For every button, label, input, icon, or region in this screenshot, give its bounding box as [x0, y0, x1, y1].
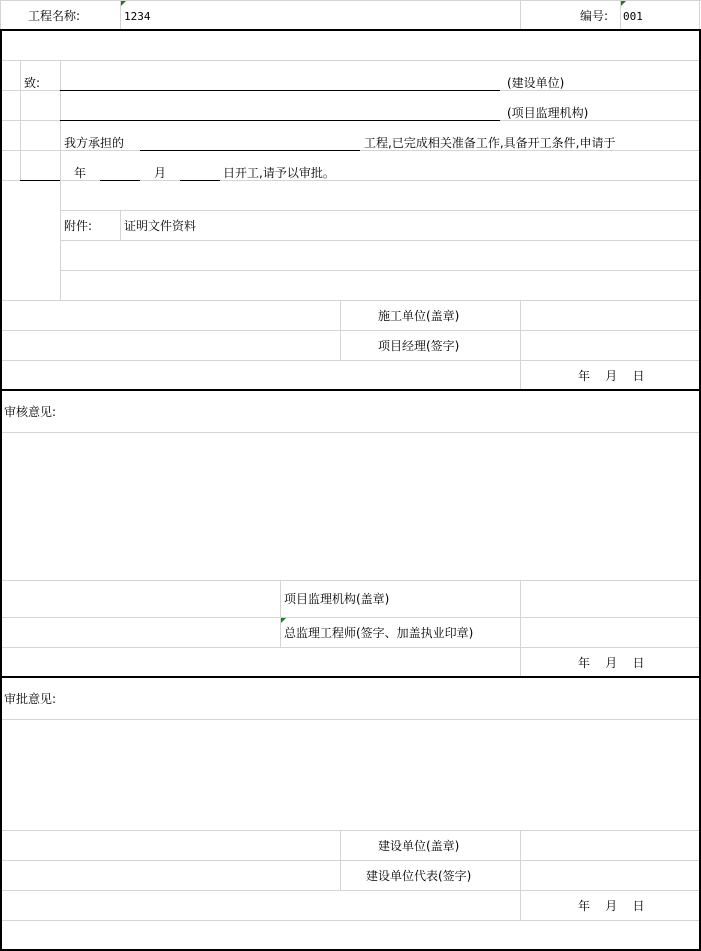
- contractor-unit-seal-field[interactable]: [521, 301, 699, 330]
- contractor-date[interactable]: 年 月 日: [578, 369, 645, 383]
- approval-date[interactable]: 年 月 日: [578, 899, 645, 913]
- cell-comment-marker: [281, 618, 286, 623]
- to-label: 致:: [24, 76, 41, 90]
- attachment-value[interactable]: 证明文件资料: [124, 219, 197, 233]
- number-field[interactable]: 001: [623, 10, 643, 23]
- project-name-label: 工程名称:: [28, 9, 81, 23]
- project-manager-sign-field[interactable]: [521, 331, 699, 360]
- project-manager-sign-label: 项目经理(签字): [378, 339, 460, 353]
- owner-unit-seal-label: 建设单位(盖章): [378, 839, 460, 853]
- project-name-field[interactable]: 1234: [124, 10, 151, 23]
- ready-text: 工程,已完成相关准备工作,具备开工条件,申请于: [364, 136, 616, 150]
- supervision-org-field[interactable]: [60, 120, 500, 121]
- day-start-text: 日开工,请予以审批。: [223, 166, 335, 180]
- supervision-org-suffix: (项目监理机构): [507, 106, 589, 120]
- supervision-org-seal-field[interactable]: [521, 581, 699, 617]
- chief-engineer-sign-label: 总监理工程师(签字、加盖执业印章): [284, 626, 474, 640]
- year-label: 年: [74, 166, 87, 180]
- owner-rep-sign-field[interactable]: [521, 861, 699, 890]
- approval-label: 审批意见:: [4, 692, 57, 706]
- we-undertake-text: 我方承担的: [64, 136, 125, 150]
- cell-comment-marker: [121, 1, 126, 6]
- owner-unit-seal-field[interactable]: [521, 831, 699, 860]
- cell-comment-marker: [621, 1, 626, 6]
- review-opinion-area[interactable]: [2, 433, 699, 579]
- chief-engineer-sign-field[interactable]: [521, 618, 699, 647]
- owner-rep-sign-label: 建设单位代表(签字): [366, 869, 472, 883]
- month-field[interactable]: [100, 180, 140, 181]
- attachment-label: 附件:: [64, 219, 93, 233]
- month-label: 月: [154, 166, 167, 180]
- project-field[interactable]: [140, 150, 360, 151]
- contractor-unit-seal-label: 施工单位(盖章): [378, 309, 460, 323]
- construction-unit-field[interactable]: [60, 90, 500, 91]
- construction-unit-suffix: (建设单位): [507, 76, 565, 90]
- number-label: 编号:: [580, 9, 609, 23]
- year-field[interactable]: [20, 180, 60, 181]
- day-field[interactable]: [180, 180, 220, 181]
- supervision-org-seal-label: 项目监理机构(盖章): [284, 592, 390, 606]
- approval-opinion-area[interactable]: [2, 720, 699, 830]
- review-date[interactable]: 年 月 日: [578, 656, 645, 670]
- review-label: 审核意见:: [4, 405, 57, 419]
